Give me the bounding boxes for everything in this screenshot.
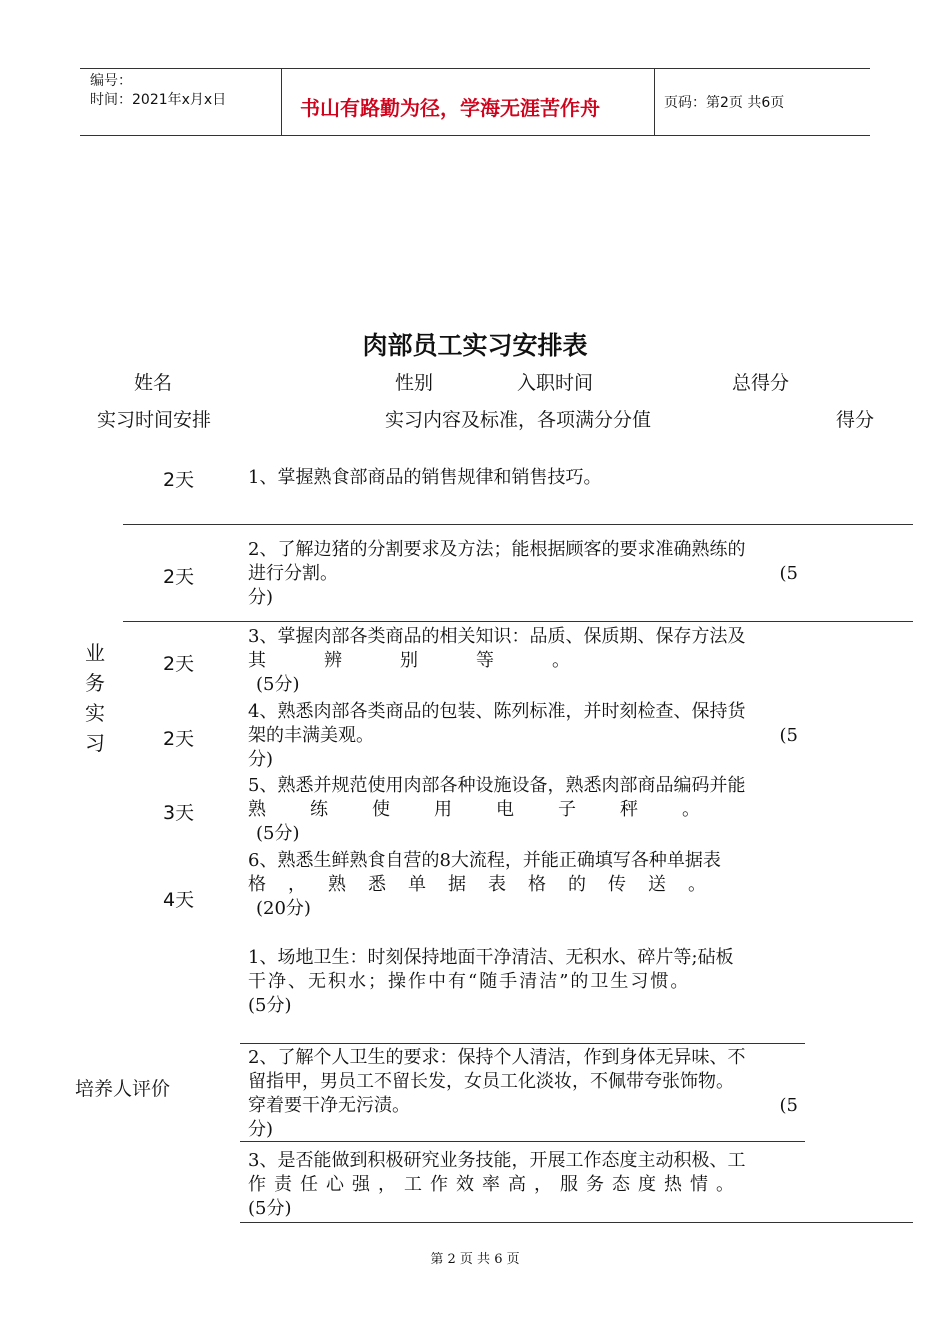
row-days: 3天 [163,802,195,824]
row-content: 3、掌握肉部各类商品的相关知识：品质、保质期、保存方法及 其辨别等。 (5分) [248,626,746,695]
score-column-header: 得分 [836,409,875,431]
row-days: 2天 [163,653,195,675]
hire-date-label: 入职时间 [517,372,594,394]
header-page-info: 页码：第2页 共6页 [664,95,785,111]
header-divider-right [654,68,655,136]
schedule-column-header: 实习时间安排 [97,409,212,431]
row-days: 2天 [163,728,195,750]
row-divider [123,621,913,622]
row-days: 2天 [163,469,195,491]
name-label: 姓名 [134,372,173,394]
row-divider [123,524,913,525]
page-footer: 第 2 页 共 6 页 [430,1252,520,1267]
row-content: 1、掌握熟食部商品的销售规律和销售技巧。 [248,467,602,488]
row-content: 5、熟悉并规范使用肉部各种设施设备，熟悉肉部商品编码并能 熟练使用电子秤。 (5分) [248,775,746,844]
header-motto: 书山有路勤为径，学海无涯苦作舟 [300,96,600,120]
trainer-item: 2、了解个人卫生的要求：保持个人清洁，作到身体无异味、不 留指甲，男员工不留长发，女员工化淡妆，不佩带夸张饰物。 穿着要干净无污渍。 (5 分) [248,1047,798,1140]
row-days: 2天 [163,566,195,588]
trainer-item: 3、是否能做到积极研究业务技能，开展工作态度主动积极、工 作责任心强，工作效率高，服务态度热情。 (5分) [248,1150,746,1219]
gender-label: 性别 [395,372,434,394]
row-content: 6、熟悉生鲜熟食自营的8大流程，并能正确填写各种单据表 格，熟悉单据表格的传送。 (20分) [248,850,728,919]
header-bottom-rule [80,135,870,136]
total-score-label: 总得分 [732,372,790,394]
header-time-label: 时间：2021年x月x日 [90,92,227,108]
content-column-header: 实习内容及标准，各项满分分值 [385,409,652,431]
trainer-section-label: 培养人评价 [75,1078,171,1100]
row-content: 4、熟悉肉部各类商品的包装、陈列标准，并时刻检查、保持货 架的丰满美观。 (5 分) [248,701,798,770]
table-bottom-rule [240,1222,913,1223]
row-content: 2、了解边猪的分割要求及方法；能根据顾客的要求准确熟练的 进行分割。 (5 分) [248,539,798,608]
trainer-item: 1、场地卫生：时刻保持地面干净清洁、无积水、碎片等;砧板 干净、无积水；操作中有“随手清洁”的卫生习惯。 (5分) [248,947,734,1016]
header-top-rule [80,68,870,69]
business-section-label: 业 务 实 习 [85,641,105,755]
header-code-label: 编号： [90,73,132,89]
page-title: 肉部员工实习安排表 [362,331,588,360]
header-divider-left [281,68,282,136]
row-divider [240,1043,805,1044]
row-days: 4天 [163,889,195,911]
